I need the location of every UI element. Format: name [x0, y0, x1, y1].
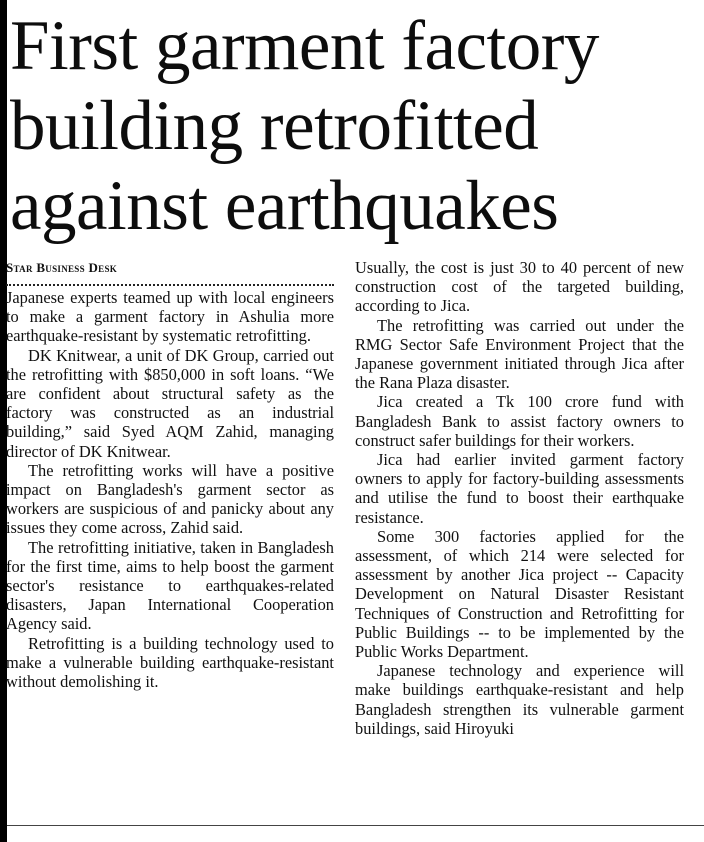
article-column-left — [6, 258, 334, 691]
byline-divider — [6, 284, 334, 286]
article-column-right — [355, 258, 684, 738]
byline: Star Business Desk — [6, 260, 118, 275]
paragraph: Retrofitting is a building technology used to make a vulnerable building earthquake-resistant without demolishing it. — [6, 633, 334, 692]
paragraph: Usually, the cost is just 30 to 40 percent of new construction cost of the targeted building, according to Jica. — [355, 258, 684, 316]
paragraph: Jica had earlier invited garment factory owners to apply for factory-building assessments and utilise the fund to boost their earthquake resistance. — [355, 450, 684, 527]
bottom-rule — [7, 825, 704, 826]
paragraph: The retrofitting was carried out under the RMG Sector Safe Environment Project that the Japanese government initiated through Jica after the Rana Plaza disaster. — [355, 315, 684, 393]
paragraph: Japanese technology and experience will make buildings earthquake-resistant and help Bangladesh strengthen its vulnerable garment buildings, said Hiroyuki — [355, 661, 684, 738]
paragraph: The retrofitting works will have a positive impact on Bangladesh's garment sector as workers are suspicious of and panicky about any issues they come across, Zahid said. — [6, 460, 334, 538]
paragraph: Jica created a Tk 100 crore fund with Bangladesh Bank to assist factory owners to construct safer buildings for their workers. — [355, 392, 684, 450]
paragraph: The retrofitting initiative, taken in Bangladesh for the first time, aims to help boost the garment sector's resistance to earthquakes-related disasters, Japan International Cooperation Agency said. — [6, 537, 334, 634]
headline: First garment factory building retrofitted against earthquakes — [10, 7, 599, 245]
paragraph: Japanese experts teamed up with local engineers to make a garment factory in Ashulia more earthquake-resistant by systematic retrofitting. — [6, 288, 334, 346]
paragraph: DK Knitwear, a unit of DK Group, carried out the retrofitting with $850,000 in soft loans. “We are confident about structural safety as the factory was constructed as an industrial building,” said Syed AQM Zahid, managing director of DK Knitwear. — [6, 345, 334, 461]
paragraph: Some 300 factories applied for the assessment, of which 214 were selected for assessment by another Jica project -- Capacity Development on Natural Disaster Resistant Techniques of Construction and Retrofitting for Public Buildings -- to be implemented by the Public Works Department. — [355, 526, 684, 662]
